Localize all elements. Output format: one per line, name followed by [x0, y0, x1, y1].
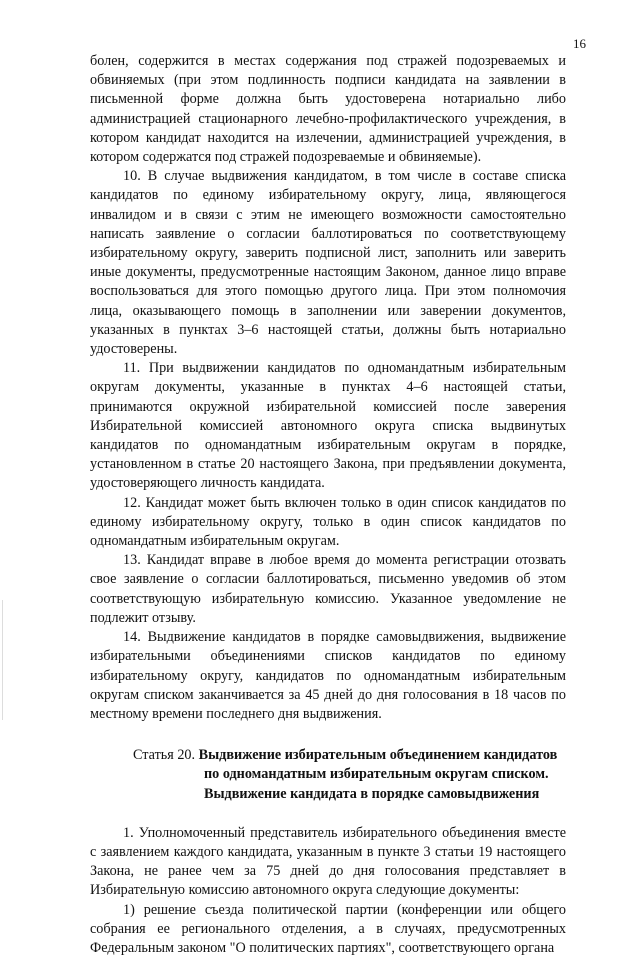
- paragraph-10: 10. В случае выдвижения кандидатом, в том числе в составе списка кандидатов по единому избирательному округу, лица, являющегося инвалидом и в связи с этим не имеющего возможности самостоятельно написать заявление о согласии баллотироваться по соответствующему избирательному округу, заверить подписной лист, заполнить или заверить иные документы, предусмотренные настоящим Законом, данное лицо вправе воспользоваться для этого помощью другого лица. При этом полномочия лица, оказывающего помощь в заполнении или заверении документов, указанных в пунктах 3–6 настоящей статьи, должны быть нотариально удостоверены.: [90, 168, 566, 358]
- paragraph-13: 13. Кандидат вправе в любое время до момента регистрации отозвать свое заявление о согласии баллотироваться, письменно уведомив об этом соответствующую избирательную комиссию. Указанное уведомление не подлежит отзыву.: [90, 552, 566, 626]
- paragraph-continuation: болен, содержится в местах содержания под стражей подозреваемых и обвиняемых (при этом подлинность подписи кандидата на заявлении в письменной форме должна быть удостоверена нотариально либо администрацией стационарного лечебно-профилактического учреждения, в котором кандидат находится на излечении, администрацией учреждения, в котором содержатся под стражей подозреваемые и обвиняемые).: [90, 53, 566, 166]
- article-subparagraph-1: 1) решение съезда политической партии (конференции или общего собрания ее регионального отделения, а в случаях, предусмотренных Федеральным законом "О политических партиях", соответствующего органа: [90, 901, 566, 956]
- article-title-line-3: Выдвижение кандидата в порядке самовыдвижения: [204, 785, 540, 802]
- paragraph-14: 14. Выдвижение кандидатов в порядке самовыдвижения, выдвижение избирательными объединениями списков кандидатов по единому избирательному округу, кандидатов по одномандатным избирательным округам списком заканчивается за 45 дней до дня голосования в 18 часов по местному времени последнего дня выдвижения.: [90, 629, 566, 722]
- page-number: 16: [573, 36, 586, 51]
- article-label: Статья 20.: [133, 747, 196, 764]
- scan-edge-mark: [2, 600, 3, 720]
- paragraph-12: 12. Кандидат может быть включен только в один список кандидатов по единому избирательному округу, только в один список кандидатов по одномандатным избирательным округам.: [90, 494, 566, 550]
- article-title-line-2: по одномандатным избирательным округам списком.: [204, 766, 549, 783]
- paragraph-11: 11. При выдвижении кандидатов по одномандатным избирательным округам документы, указанные в пунктах 4–6 настоящей статьи, принимаются окружной избирательной комиссией после заверения Избирательной комиссией автономного округа списка выдвинутых кандидатов по одномандатным избирательным округам в порядке, установленном в статье 20 настоящего Закона, при предъявлении документа, удостоверяющего личность кандидата.: [90, 360, 566, 492]
- article-heading: [90, 746, 566, 804]
- document-body: [90, 52, 566, 958]
- article-paragraph-1: 1. Уполномоченный представитель избирательного объединения вместе с заявлением каждого кандидата, указанным в пункте 3 статьи 19 настоящего Закона, не ранее чем за 75 дней до дня голосования представляет в Избирательную комиссию автономного округа следующие документы:: [90, 824, 566, 899]
- article-title-line-1: Выдвижение избирательным объединением кандидатов: [198, 747, 558, 764]
